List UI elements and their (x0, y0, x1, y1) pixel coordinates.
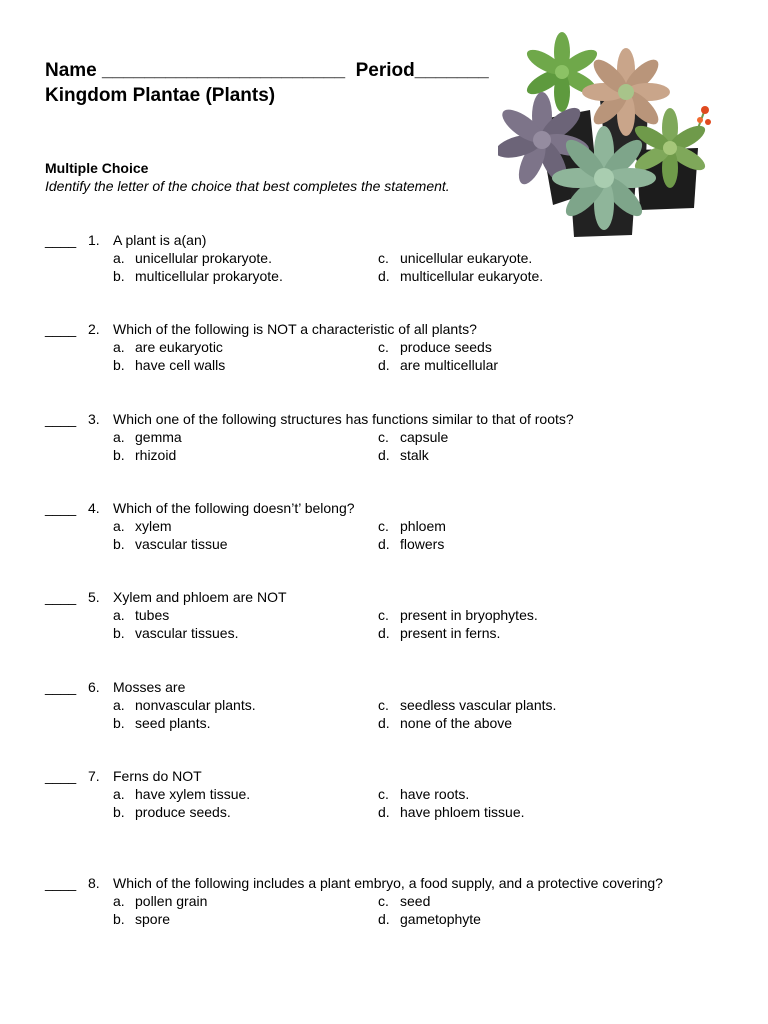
section-instructions: Identify the letter of the choice that best completes the statement. (45, 178, 450, 194)
question-number: 2. (88, 321, 100, 337)
choice-letter: d. (378, 804, 390, 820)
flower-icon (693, 106, 711, 142)
answer-blank[interactable]: ____ (45, 589, 77, 605)
choice-letter: a. (113, 607, 125, 623)
question-text: Which of the following includes a plant embryo, a food supply, and a protective covering? (113, 875, 663, 891)
choice-text: multicellular eukaryote. (400, 268, 544, 284)
choice-text: are multicellular (400, 357, 499, 373)
choice-letter: d. (378, 357, 390, 373)
choice-text: unicellular eukaryote. (400, 250, 533, 266)
choice-letter: b. (113, 536, 125, 552)
succulents-image (498, 30, 718, 240)
section-title: Multiple Choice (45, 160, 149, 176)
choice-letter: a. (113, 429, 125, 445)
choice-letter: a. (113, 786, 125, 802)
choice-letter: a. (113, 339, 125, 355)
pink-rosette-icon (582, 48, 670, 136)
choice-letter: b. (113, 357, 125, 373)
choice-text: nonvascular plants. (135, 697, 256, 713)
choice-letter: c. (378, 697, 389, 713)
question-text: Which of the following doesn’t’ belong? (113, 500, 355, 516)
choice-text: stalk (400, 447, 429, 463)
choice-text: flowers (400, 536, 445, 552)
choice-letter: a. (113, 250, 125, 266)
answer-blank[interactable]: ____ (45, 232, 77, 248)
choice-text: pollen grain (135, 893, 208, 909)
choice-text: capsule (400, 429, 449, 445)
choice-letter: c. (378, 429, 389, 445)
choice-letter: c. (378, 518, 389, 534)
choice-text: seedless vascular plants. (400, 697, 557, 713)
choice-text: none of the above (400, 715, 513, 731)
choice-text: gametophyte (400, 911, 481, 927)
choice-text: spore (135, 911, 171, 927)
choice-letter: d. (378, 447, 390, 463)
blue-rosette-icon (552, 126, 656, 230)
choice-text: xylem (135, 518, 172, 534)
choice-text: gemma (135, 429, 182, 445)
question-number: 6. (88, 679, 100, 695)
question-text: Which of the following is NOT a characteristic of all plants? (113, 321, 477, 337)
choice-letter: d. (378, 911, 390, 927)
choice-text: unicellular prokaryote. (135, 250, 272, 266)
choice-text: present in ferns. (400, 625, 501, 641)
answer-blank[interactable]: ____ (45, 500, 77, 516)
question-number: 7. (88, 768, 100, 784)
question-text: A plant is a(an) (113, 232, 207, 248)
choice-letter: d. (378, 715, 390, 731)
question-text: Which one of the following structures has functions similar to that of roots? (113, 411, 574, 427)
question-text: Xylem and phloem are NOT (113, 589, 287, 605)
choice-letter: b. (113, 804, 125, 820)
choice-letter: d. (378, 268, 390, 284)
choice-letter: b. (113, 715, 125, 731)
choice-letter: d. (378, 536, 390, 552)
choice-text: multicellular prokaryote. (135, 268, 283, 284)
choice-text: have roots. (400, 786, 470, 802)
choice-text: seed plants. (135, 715, 211, 731)
choice-text: vascular tissue (135, 536, 228, 552)
choice-text: tubes (135, 607, 170, 623)
choice-text: rhizoid (135, 447, 177, 463)
choice-letter: b. (113, 911, 125, 927)
name-period-line: Name _______________________ Period_______ (45, 60, 489, 81)
answer-blank[interactable]: ____ (45, 411, 77, 427)
choice-letter: a. (113, 518, 125, 534)
choice-letter: d. (378, 625, 390, 641)
answer-blank[interactable]: ____ (45, 321, 77, 337)
choice-text: are eukaryotic (135, 339, 223, 355)
choice-letter: b. (113, 625, 125, 641)
choice-letter: c. (378, 250, 389, 266)
choice-letter: c. (378, 893, 389, 909)
choice-text: present in bryophytes. (400, 607, 538, 623)
choice-letter: b. (113, 268, 125, 284)
choice-letter: a. (113, 697, 125, 713)
page-title: Kingdom Plantae (Plants) (45, 85, 276, 106)
choice-text: produce seeds. (135, 804, 231, 820)
question-number: 1. (88, 232, 100, 248)
choice-letter: b. (113, 447, 125, 463)
answer-blank[interactable]: ____ (45, 875, 77, 891)
question-number: 3. (88, 411, 100, 427)
question-number: 4. (88, 500, 100, 516)
choice-text: vascular tissues. (135, 625, 239, 641)
question-text: Mosses are (113, 679, 186, 695)
choice-text: seed (400, 893, 431, 909)
choice-letter: a. (113, 893, 125, 909)
answer-blank[interactable]: ____ (45, 679, 77, 695)
question-number: 8. (88, 875, 100, 891)
choice-letter: c. (378, 339, 389, 355)
choice-text: have phloem tissue. (400, 804, 525, 820)
choice-text: produce seeds (400, 339, 492, 355)
choice-text: have cell walls (135, 357, 226, 373)
choice-letter: c. (378, 607, 389, 623)
question-text: Ferns do NOT (113, 768, 202, 784)
choice-text: have xylem tissue. (135, 786, 251, 802)
choice-text: phloem (400, 518, 446, 534)
question-number: 5. (88, 589, 100, 605)
answer-blank[interactable]: ____ (45, 768, 77, 784)
choice-letter: c. (378, 786, 389, 802)
